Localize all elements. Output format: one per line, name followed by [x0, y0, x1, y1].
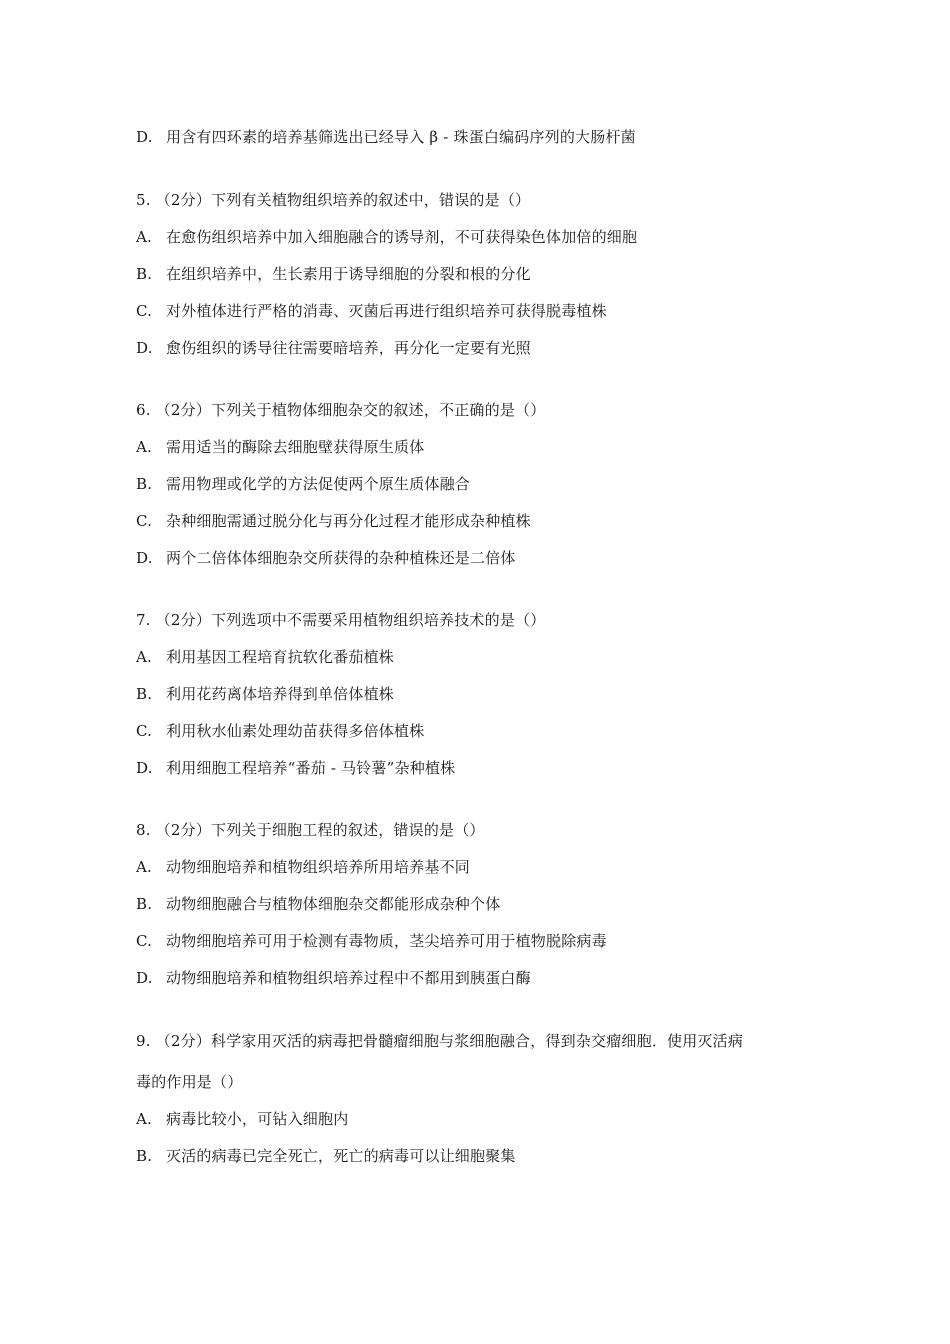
- option-text: 用含有四环素的培养基筛选出已经导入 β - 珠蛋白编码序列的大肠杆菌: [166, 128, 636, 146]
- option-line: [136, 1109, 348, 1129]
- option-text: 在愈伤组织培养中加入细胞融合的诱导剂，不可获得染色体加倍的细胞: [166, 228, 638, 246]
- option-text: 利用花药离体培养得到单倍体植株: [166, 685, 395, 703]
- option-line: [136, 548, 516, 568]
- option-text: 灭活的病毒已完全死亡，死亡的病毒可以让细胞聚集: [166, 1147, 516, 1165]
- option-letter: D.: [136, 549, 153, 567]
- option-line: [136, 511, 531, 531]
- option-text: 病毒比较小，可钻入细胞内: [166, 1110, 349, 1128]
- option-text: 动物细胞融合与植物体细胞杂交都能形成杂种个体: [166, 895, 501, 913]
- option-text: 需用适当的酶除去细胞壁获得原生质体: [166, 438, 425, 456]
- question-text: 9. （2分）科学家用灭活的病毒把骨髓瘤细胞与浆细胞融合，得到杂交瘤细胞．使用灭活病: [136, 1032, 744, 1050]
- option-letter: B.: [136, 1147, 153, 1165]
- option-letter: C.: [136, 722, 153, 740]
- question-stem: [136, 610, 545, 630]
- option-line: [136, 968, 531, 988]
- option-line: [136, 1146, 516, 1166]
- option-text: 利用基因工程培育抗软化番茄植株: [166, 648, 395, 666]
- option-line: [136, 931, 607, 951]
- question-text: 8. （2分）下列关于细胞工程的叙述，错误的是（）: [136, 821, 485, 839]
- option-text: 利用秋水仙素处理幼苗获得多倍体植株: [166, 722, 425, 740]
- option-text: 对外植体进行严格的消毒、灭菌后再进行组织培养可获得脱毒植株: [166, 302, 607, 320]
- option-text: 动物细胞培养可用于检测有毒物质，茎尖培养可用于植物脱除病毒: [166, 932, 607, 950]
- question-stem-continued: [136, 1072, 242, 1092]
- option-line: [136, 647, 394, 667]
- option-letter: B.: [136, 475, 153, 493]
- option-letter: D.: [136, 969, 153, 987]
- option-line: [136, 684, 394, 704]
- question-stem: [136, 400, 545, 420]
- option-letter: D.: [136, 759, 153, 777]
- question-stem: [136, 190, 530, 210]
- option-line: [136, 721, 424, 741]
- option-text: 利用细胞工程培养“番茄 - 马铃薯”杂种植株: [166, 759, 456, 777]
- option-line: [136, 894, 500, 914]
- option-letter: A.: [136, 228, 153, 246]
- option-line: [136, 264, 531, 284]
- option-line: [136, 227, 637, 247]
- question-text: 6. （2分）下列关于植物体细胞杂交的叙述，不正确的是（）: [136, 401, 546, 419]
- option-line: [136, 127, 636, 147]
- option-text: 需用物理或化学的方法促使两个原生质体融合: [166, 475, 471, 493]
- option-line: [136, 338, 531, 358]
- option-letter: A.: [136, 648, 153, 666]
- option-letter: A.: [136, 858, 153, 876]
- option-text: 两个二倍体体细胞杂交所获得的杂种植株还是二倍体: [166, 549, 516, 567]
- option-text: 动物细胞培养和植物组织培养过程中不都用到胰蛋白酶: [166, 969, 531, 987]
- option-text: 愈伤组织的诱导往往需要暗培养，再分化一定要有光照: [166, 339, 531, 357]
- option-line: [136, 758, 455, 778]
- option-letter: B.: [136, 895, 153, 913]
- option-line: [136, 437, 424, 457]
- option-text: 杂种细胞需通过脱分化与再分化过程才能形成杂种植株: [166, 512, 531, 530]
- option-letter: C.: [136, 512, 153, 530]
- option-letter: B.: [136, 265, 153, 283]
- option-line: [136, 474, 470, 494]
- option-line: [136, 857, 470, 877]
- option-text: 动物细胞培养和植物组织培养所用培养基不同: [166, 858, 471, 876]
- question-stem: [136, 1031, 743, 1051]
- question-stem: [136, 820, 485, 840]
- option-letter: D.: [136, 128, 153, 146]
- option-letter: B.: [136, 685, 153, 703]
- option-letter: C.: [136, 302, 153, 320]
- option-letter: D.: [136, 339, 153, 357]
- option-line: [136, 301, 607, 321]
- question-text: 7. （2分）下列选项中不需要采用植物组织培养技术的是（）: [136, 611, 546, 629]
- option-text: 在组织培养中，生长素用于诱导细胞的分裂和根的分化: [166, 265, 531, 283]
- question-text: 5. （2分）下列有关植物组织培养的叙述中，错误的是（）: [136, 191, 531, 209]
- option-letter: A.: [136, 438, 153, 456]
- option-letter: A.: [136, 1110, 153, 1128]
- option-letter: C.: [136, 932, 153, 950]
- question-text: 毒的作用是（）: [136, 1073, 243, 1091]
